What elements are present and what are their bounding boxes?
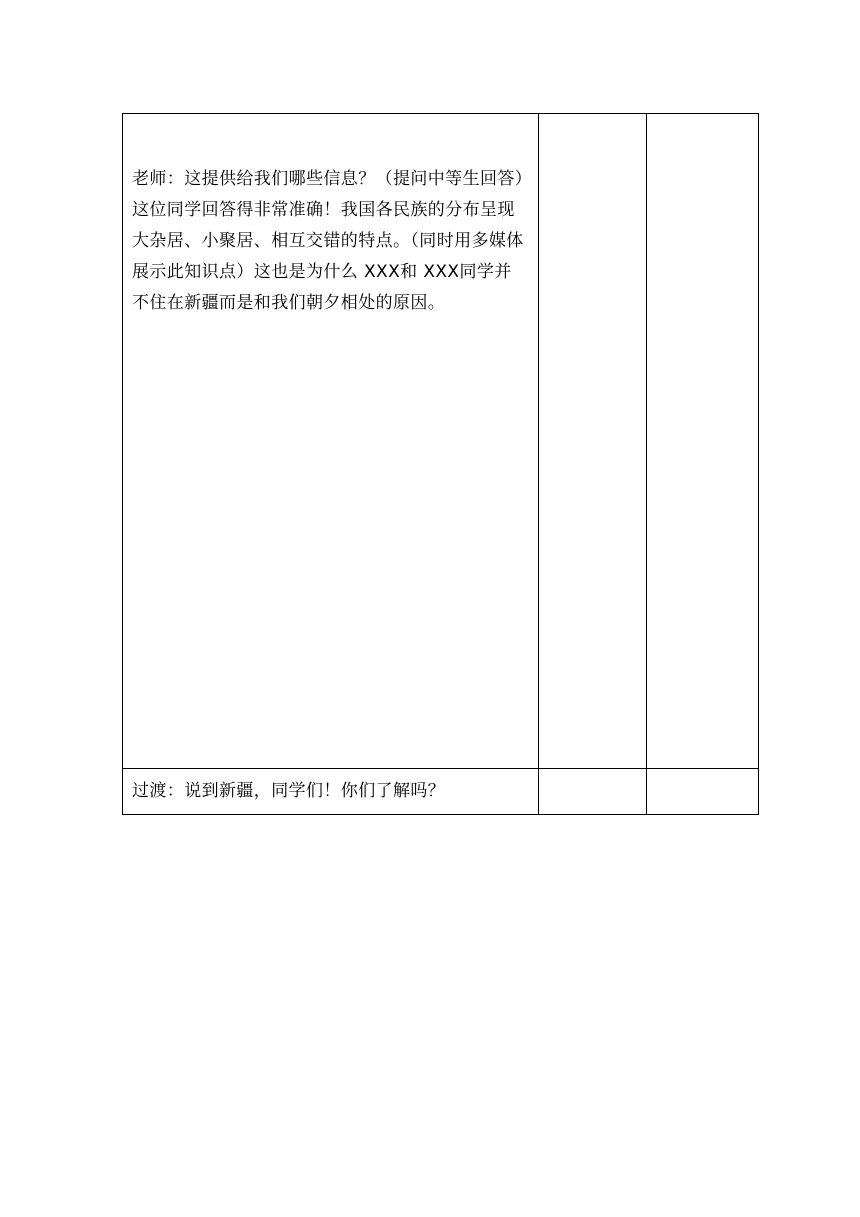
table-row xyxy=(123,114,759,769)
table-row xyxy=(123,769,759,815)
empty-cell xyxy=(539,769,647,815)
empty-cell xyxy=(647,114,759,769)
teacher-question-text: 老师：这提供给我们哪些信息？（提问中等生回答） xyxy=(132,169,533,189)
transition-text: 过渡：说到新疆，同学们！你们了解吗？ xyxy=(132,781,446,801)
empty-cell xyxy=(539,114,647,769)
teacher-feedback-text: 这位同学回答得非常准确！我国各民族的分布呈现大杂居、小聚居、相互交错的特点。（同时用多媒体展示此知识点）这也是为什么 XXX和 XXX同学并不住在新疆而是和我们朝夕相处的原因。 xyxy=(132,200,524,313)
lesson-plan-table xyxy=(122,113,759,815)
content-cell xyxy=(123,769,539,815)
empty-cell xyxy=(647,769,759,815)
content-cell xyxy=(123,114,539,769)
